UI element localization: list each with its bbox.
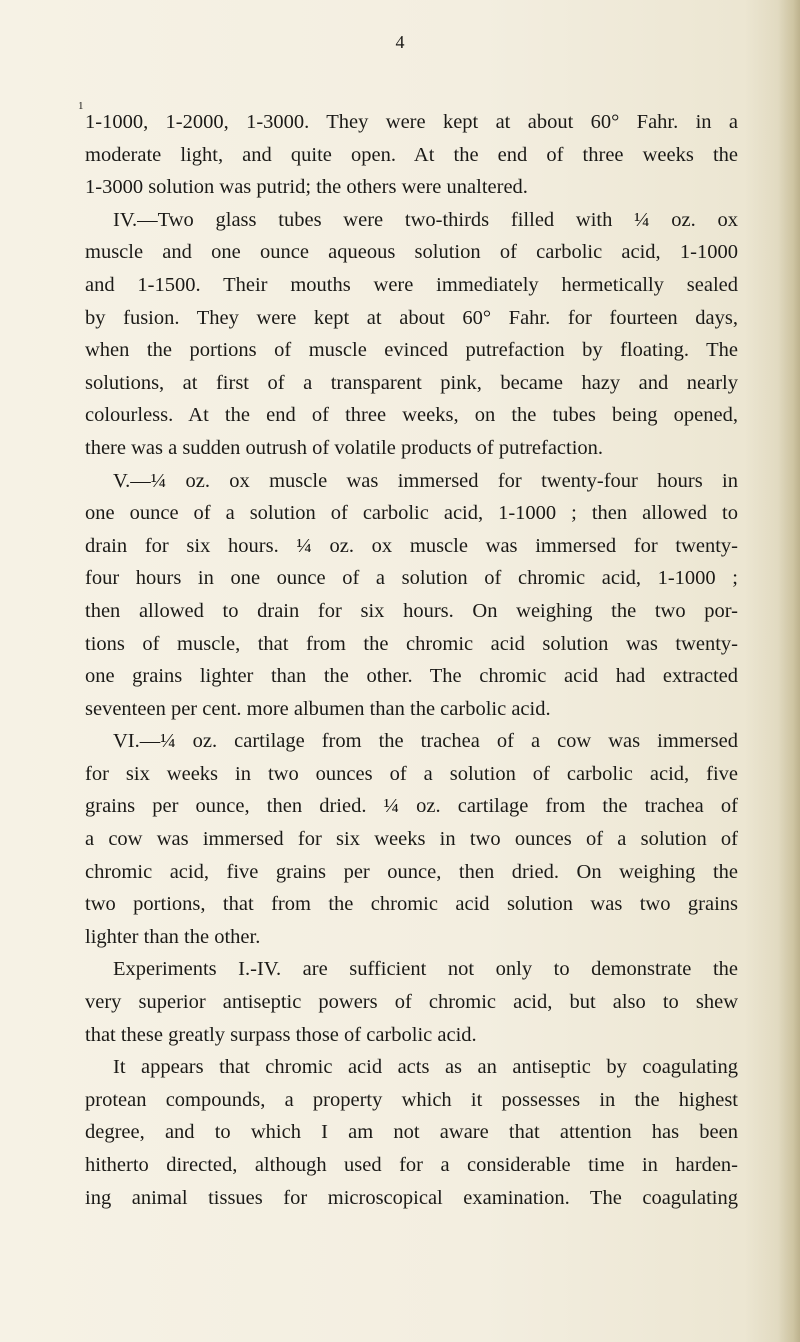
text-line: there was a sudden outrush of volatile products of putrefaction. [85, 436, 604, 459]
text-line: muscle and one ounce aqueous solution of carbolic acid, 1-1000 [85, 241, 738, 264]
text-line: grains per ounce, then dried. ¼ oz. cartilage from the trachea of [85, 795, 738, 818]
text-line: protean compounds, a property which it possesses in the highest [85, 1088, 738, 1111]
text-line: then allowed to drain for six hours. On weighing the two por- [85, 599, 738, 622]
text-line: four hours in one ounce of a solution of chromic acid, 1-1000 ; [85, 567, 738, 590]
page-number: 4 [395, 32, 405, 52]
text-line: when the portions of muscle evinced putrefaction by floating. The [85, 339, 738, 362]
text-line: very superior antiseptic powers of chromic acid, but also to shew [85, 991, 738, 1014]
text-line: a cow was immersed for six weeks in two ounces of a solution of [85, 828, 738, 851]
text-line: and 1-1500. Their mouths were immediately hermetically sealed [85, 273, 738, 296]
text-line: moderate light, and quite open. At the end of three weeks the [85, 143, 738, 166]
text-line: solutions, at first of a transparent pink, became hazy and nearly [85, 371, 738, 394]
text-line: Experiments I.-IV. are sufficient not only to demonstrate the [113, 958, 738, 981]
text-line: seventeen per cent. more albumen than the carbolic acid. [85, 697, 551, 720]
text-line: degree, and to which I am not aware that attention has been [85, 1121, 738, 1144]
text-line: VI.—¼ oz. cartilage from the trachea of a cow was immersed [113, 730, 738, 753]
footnote-mark: 1 [78, 100, 84, 112]
text-line: V.—¼ oz. ox muscle was immersed for twenty-four hours in [113, 469, 738, 492]
page-edge-shading [778, 0, 800, 1342]
text-line: tions of muscle, that from the chromic acid solution was twenty- [85, 632, 738, 655]
text-line: chromic acid, five grains per ounce, then dried. On weighing the [85, 860, 738, 883]
text-line: by fusion. They were kept at about 60° Fahr. for fourteen days, [85, 306, 738, 329]
text-line: 1-3000 solution was putrid; the others were unaltered. [85, 176, 528, 199]
text-line: colourless. At the end of three weeks, on the tubes being opened, [85, 404, 738, 427]
text-line: It appears that chromic acid acts as an antiseptic by coagulating [113, 1056, 738, 1079]
text-line: one ounce of a solution of carbolic acid, 1-1000 ; then allowed to [85, 502, 738, 525]
text-line: 1-1000, 1-2000, 1-3000. They were kept at about 60° Fahr. in a [85, 111, 738, 133]
text-line: that these greatly surpass those of carbolic acid. [85, 1023, 477, 1046]
text-line: hitherto directed, although used for a considerable time in harden- [85, 1154, 738, 1176]
text-line: for six weeks in two ounces of a solution of carbolic acid, five [85, 762, 738, 785]
text-line: one grains lighter than the other. The chromic acid had extracted [85, 665, 738, 688]
text-line: drain for six hours. ¼ oz. ox muscle was immersed for twenty- [85, 534, 738, 557]
text-line: IV.—Two glass tubes were two-thirds filled with ¼ oz. ox [113, 208, 738, 231]
text-line: lighter than the other. [85, 925, 261, 948]
text-line: ing animal tissues for microscopical examination. The coagulating [85, 1186, 738, 1209]
text-line: two portions, that from the chromic acid solution was two grains [85, 893, 738, 916]
body-text [85, 106, 738, 1214]
